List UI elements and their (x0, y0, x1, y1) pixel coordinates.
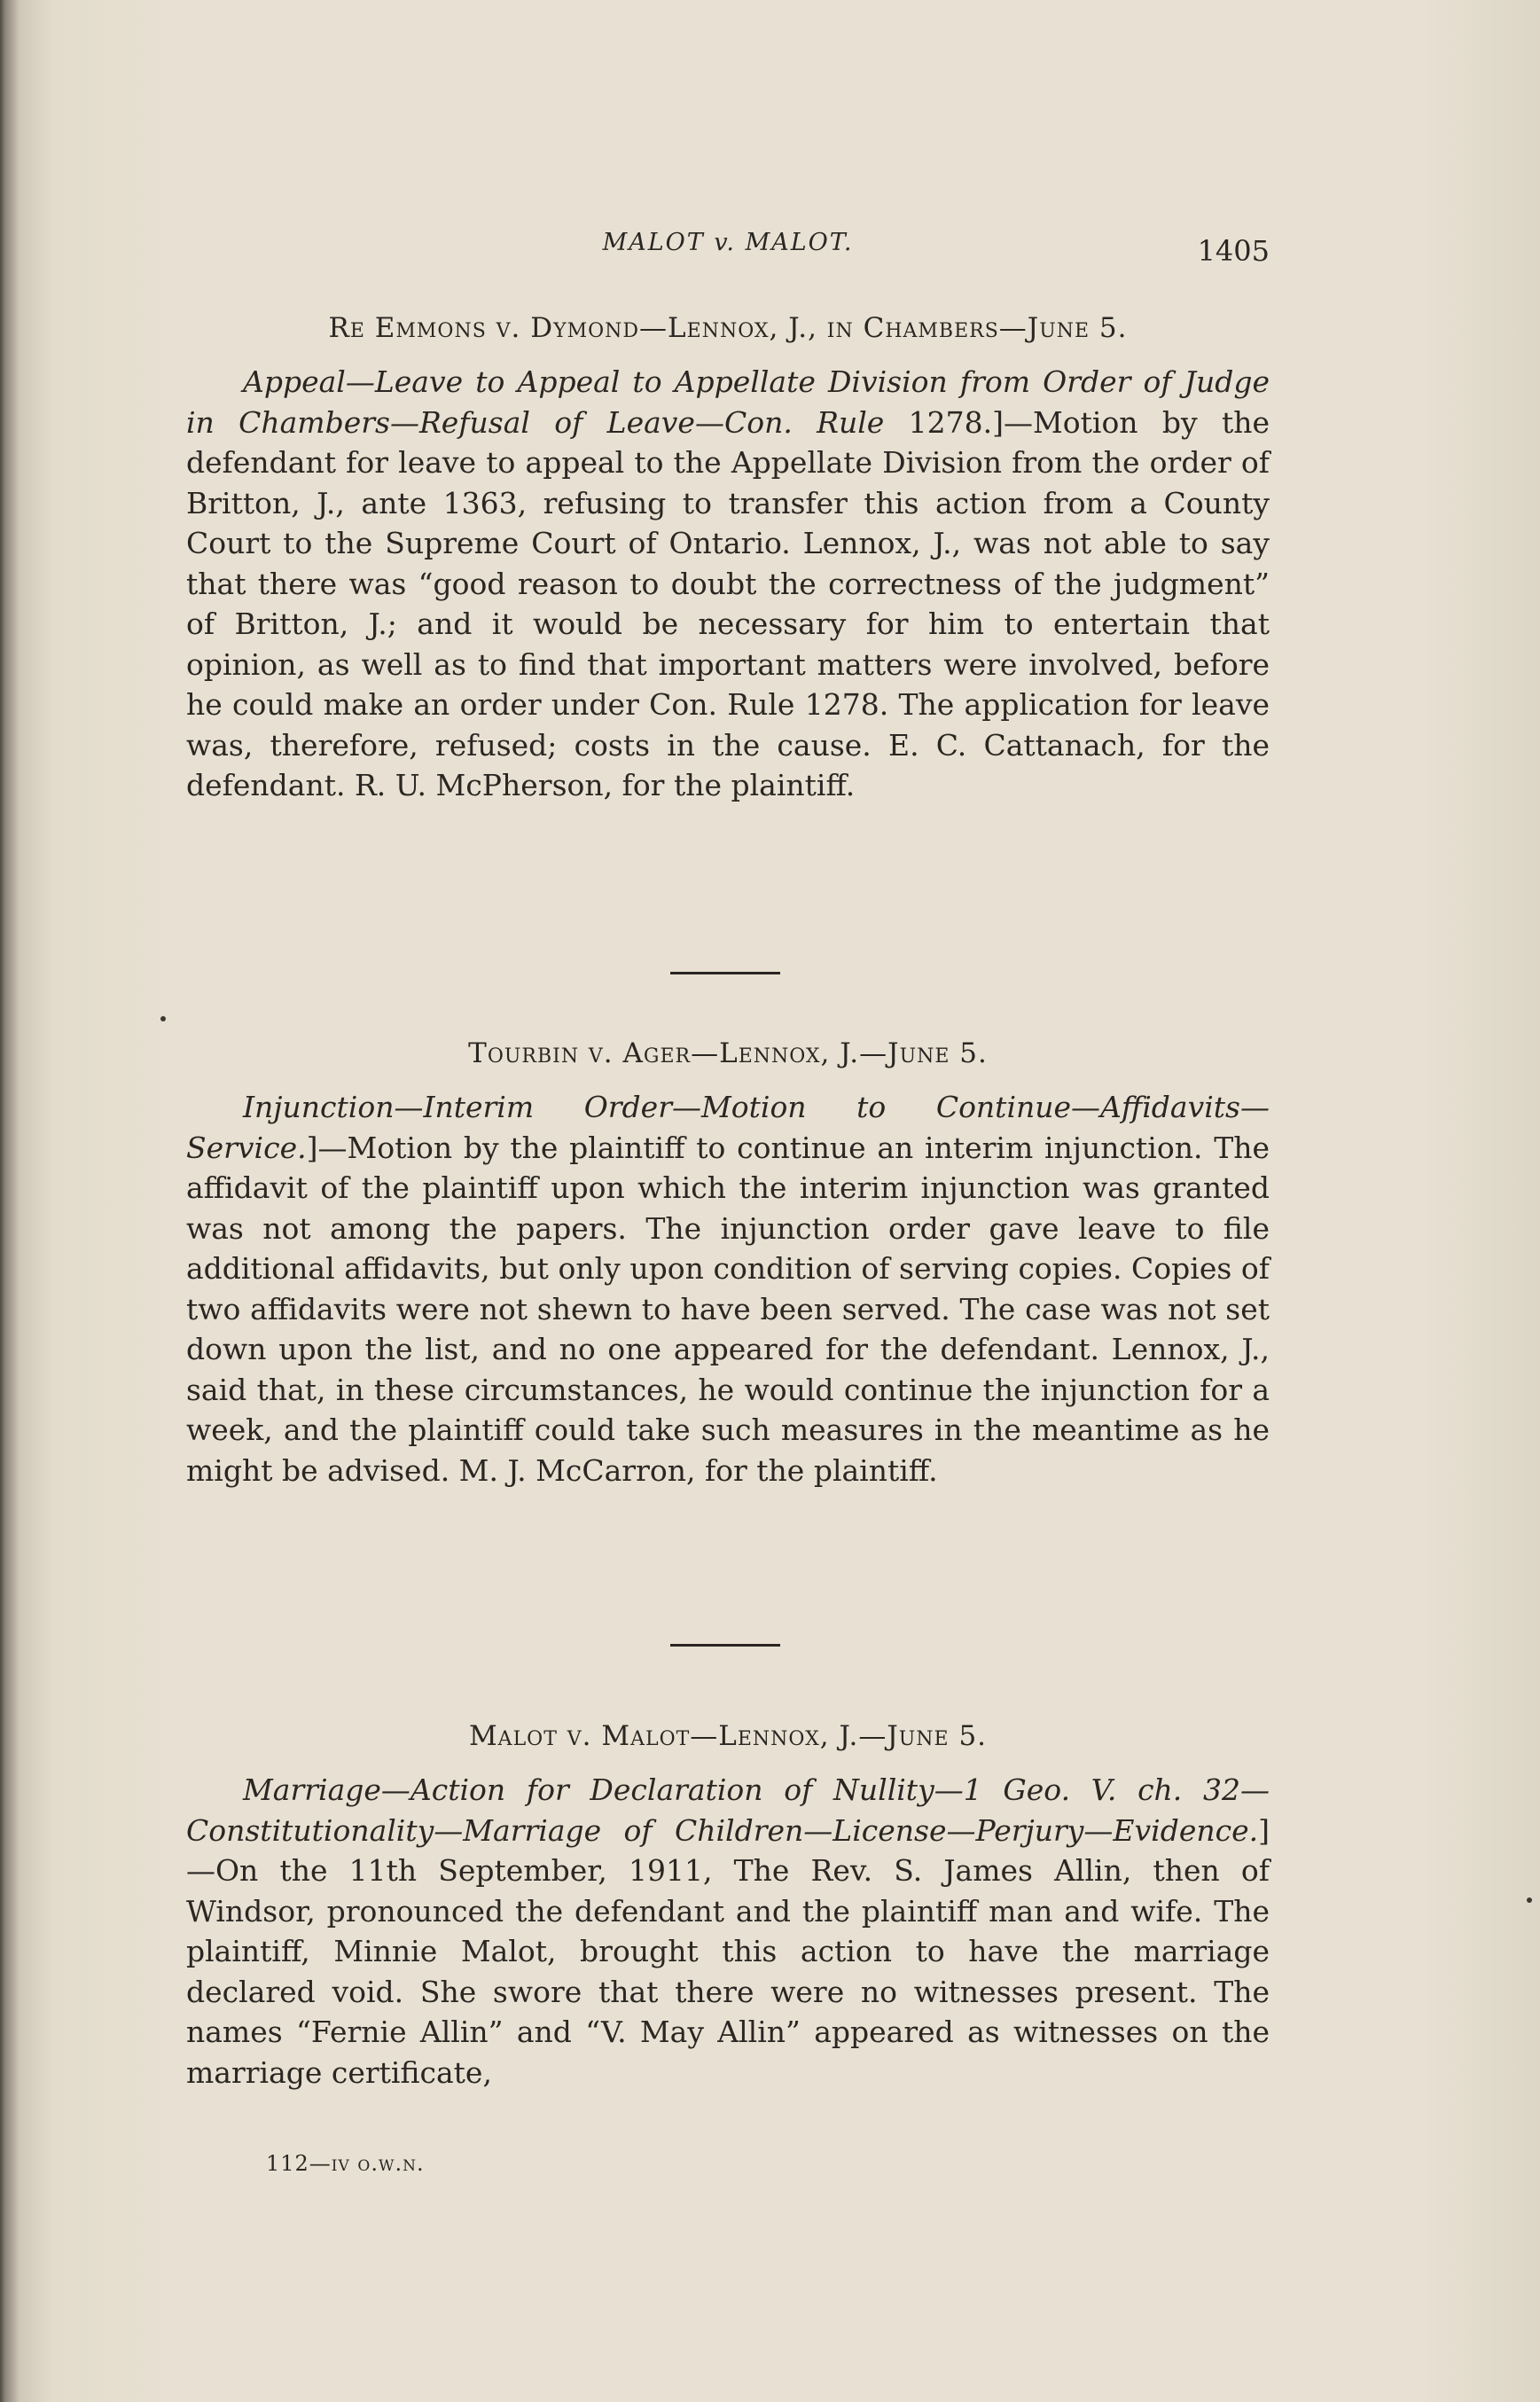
case-body (186, 362, 1270, 806)
paper-speck (160, 1016, 166, 1021)
case-headnote: Injunction—Interim Order—Motion to Continue—Affidavits—Service. (186, 1090, 1270, 1165)
case-tourbin-v-ager (186, 1037, 1270, 1490)
case-title: Malot v. Malot—Lennox, J.—June 5. (468, 1720, 988, 1752)
case-re-emmons-v-dymond (186, 312, 1270, 806)
running-head: MALOT v. MALOT. (602, 229, 854, 256)
page-header (186, 229, 1270, 273)
case-headnote: Marriage—Action for Declaration of Nullity—1 Geo. V. ch. 32—Constitutionality—Marriage of Children—License—Perjury—Evidence. (186, 1772, 1270, 1848)
section-divider (670, 1644, 780, 1647)
case-text: ]—Motion by the plaintiff to continue an interim injunction. The affidavit of the plaintiff upon which the interim injunction was granted was not among the papers. The injunction order gave leave to file additional affidavits, but only upon condition of serving copies. Copies of two affidavits were not shewn to have been served. The case was not set down upon the list, and no one appeared for the defendant. Lennox, J., said that, in these circumstances, he would continue the injunction for a week, and the plaintiff could take such measures in the meantime as he might be advised. M. J. McCarron, for the plaintiff. (186, 1130, 1270, 1488)
case-title: Tourbin v. Ager—Lennox, J.—June 5. (468, 1037, 988, 1069)
case-title: Re Emmons v. Dymond—Lennox, J., in Chambers—June 5. (328, 312, 1128, 344)
case-body (186, 1087, 1270, 1490)
printer-signature: 112—iv o.w.n. (266, 2151, 425, 2176)
case-text: 1278.]—Motion by the defendant for leave to appeal to the Appellate Division from the order of Britton, J., ante 1363, refusing to transfer this action from a County Court to the Supreme Court of Ontario. Lennox, J., was not able to say that there was “good reason to doubt the correctness of the judgment” of Britton, J.; and it would be necessary for him to entertain that opinion, as well as to find that important matters were involved, before he could make an order under Con. Rule 1278. The application for leave was, therefore, refused; costs in the cause. E. C. Cattanach, for the defendant. R. U. McPherson, for the plaintiff. (186, 404, 1270, 802)
case-body (186, 1770, 1270, 2093)
paper-speck (1527, 1897, 1532, 1903)
case-malot-v-malot (186, 1720, 1270, 2093)
case-text: ]—On the 11th September, 1911, The Rev. S. James Allin, then of Windsor, pronounced the defendant and the plaintiff man and wife. The plaintiff, Minnie Malot, brought this action to have the marriage declared void. She swore that there were no witnesses present. The names “Fernie Allin” and “V. May Allin” appeared as witnesses on the marriage certificate, (186, 1812, 1270, 2090)
section-divider (670, 972, 780, 974)
page-number: 1405 (1197, 234, 1270, 268)
case-headnote: Appeal—Leave to Appeal to Appellate Division from Order of Judge in Chambers—Refusal of Leave—Con. Rule (186, 364, 1270, 440)
